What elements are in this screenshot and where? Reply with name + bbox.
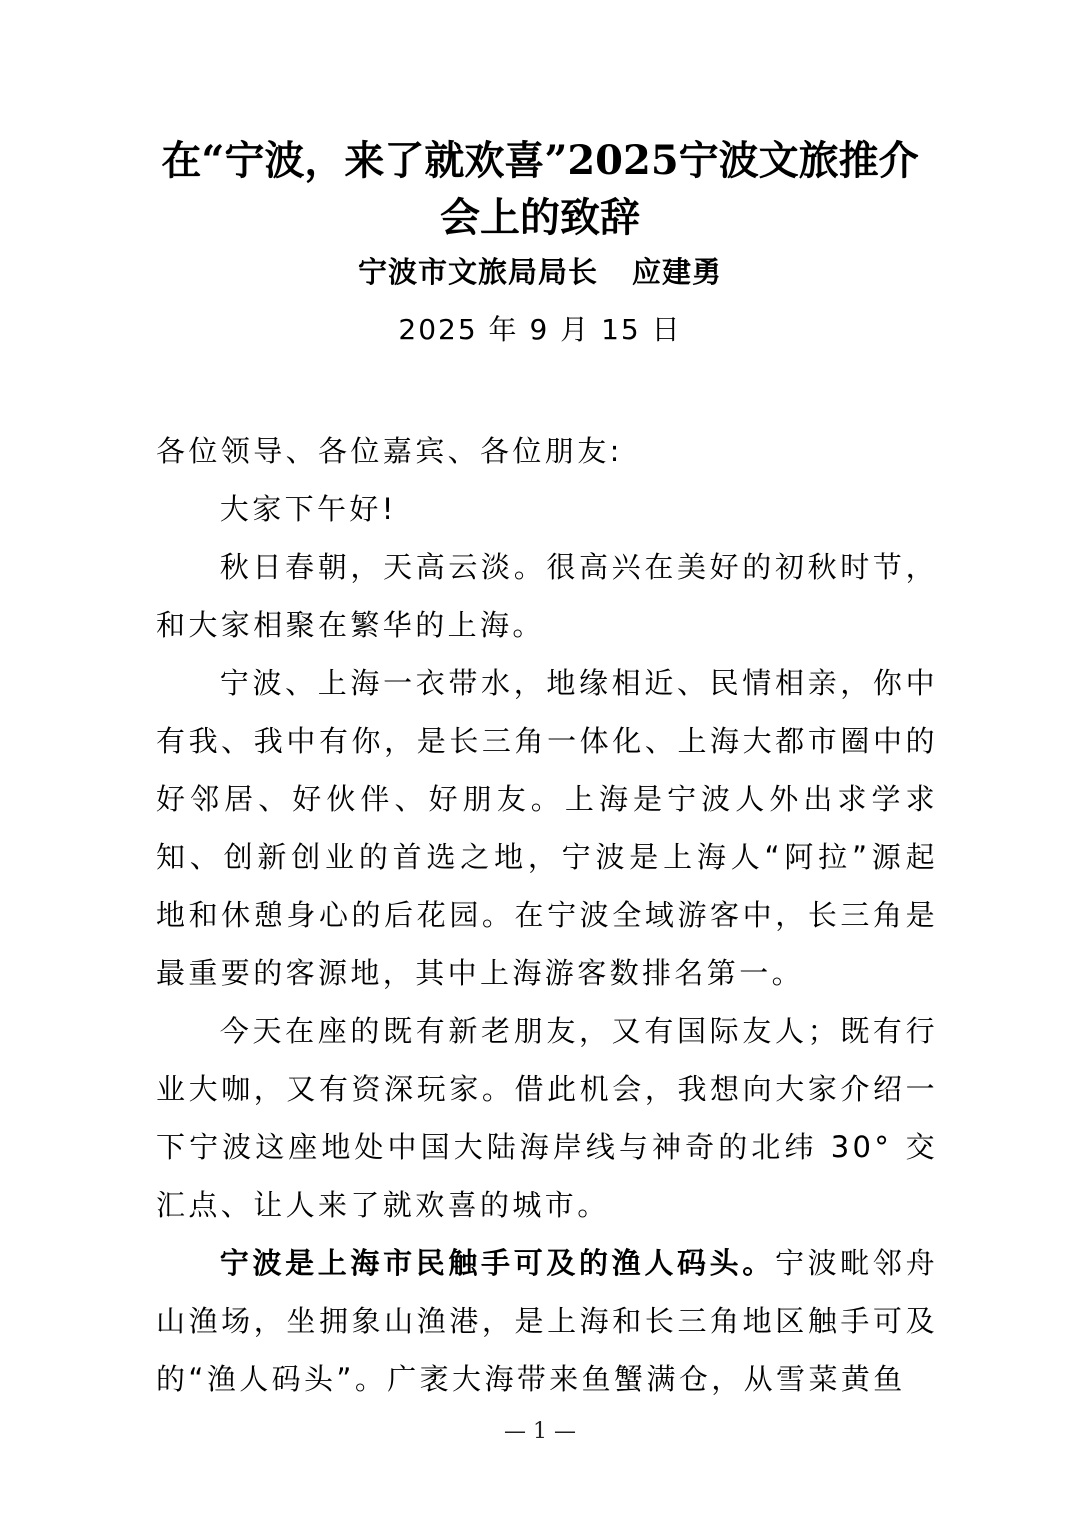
paragraph-4 [156,1234,938,1408]
speech-body [156,422,938,1408]
page-number: — 1 — [504,1419,576,1444]
salutation: 各位领导、各位嘉宾、各位朋友: [156,434,623,468]
author-name: 应建勇 [632,255,723,289]
greeting: 大家下午好! [219,492,397,526]
speech-date: 2025 年 9 月 15 日 [398,313,682,346]
paragraph-4-lead: 宁波是上海市民触手可及的渔人码头。 [219,1246,775,1280]
author-role: 宁波市文旅局局长 [357,255,598,289]
paragraph-3: 今天在座的既有新老朋友，又有国际友人；既有行业大咖，又有资深玩家。借此机会，我想向大家介绍一下宁波这座地处中国大陆海岸线与神奇的北纬 30° 交汇点、让人来了就欢喜的城市。 [156,1014,938,1222]
paragraph-4-text: 宁波毗邻舟山渔场，坐拥象山渔港，是上海和长三角地区触手可及的“渔人码头”。广袤大海带来鱼蟹满仓，从雪菜黄鱼 [156,1246,938,1396]
paragraph-1: 秋日春朝，天高云淡。很高兴在美好的初秋时节，和大家相聚在繁华的上海。 [156,550,938,642]
author-line [150,250,930,294]
paragraph-2: 宁波、上海一衣带水，地缘相近、民情相亲，你中有我、我中有你，是长三角一体化、上海大都市圈中的好邻居、好伙伴、好朋友。上海是宁波人外出求学求知、创新创业的首选之地，宁波是上海人“阿拉”源起地和休憩身心的后花园。在宁波全域游客中，长三角是最重要的客源地，其中上海游客数排名第一。 [156,666,938,990]
document-title: 在“宁波，来了就欢喜”2025宁波文旅推介会上的致辞 [161,137,919,241]
